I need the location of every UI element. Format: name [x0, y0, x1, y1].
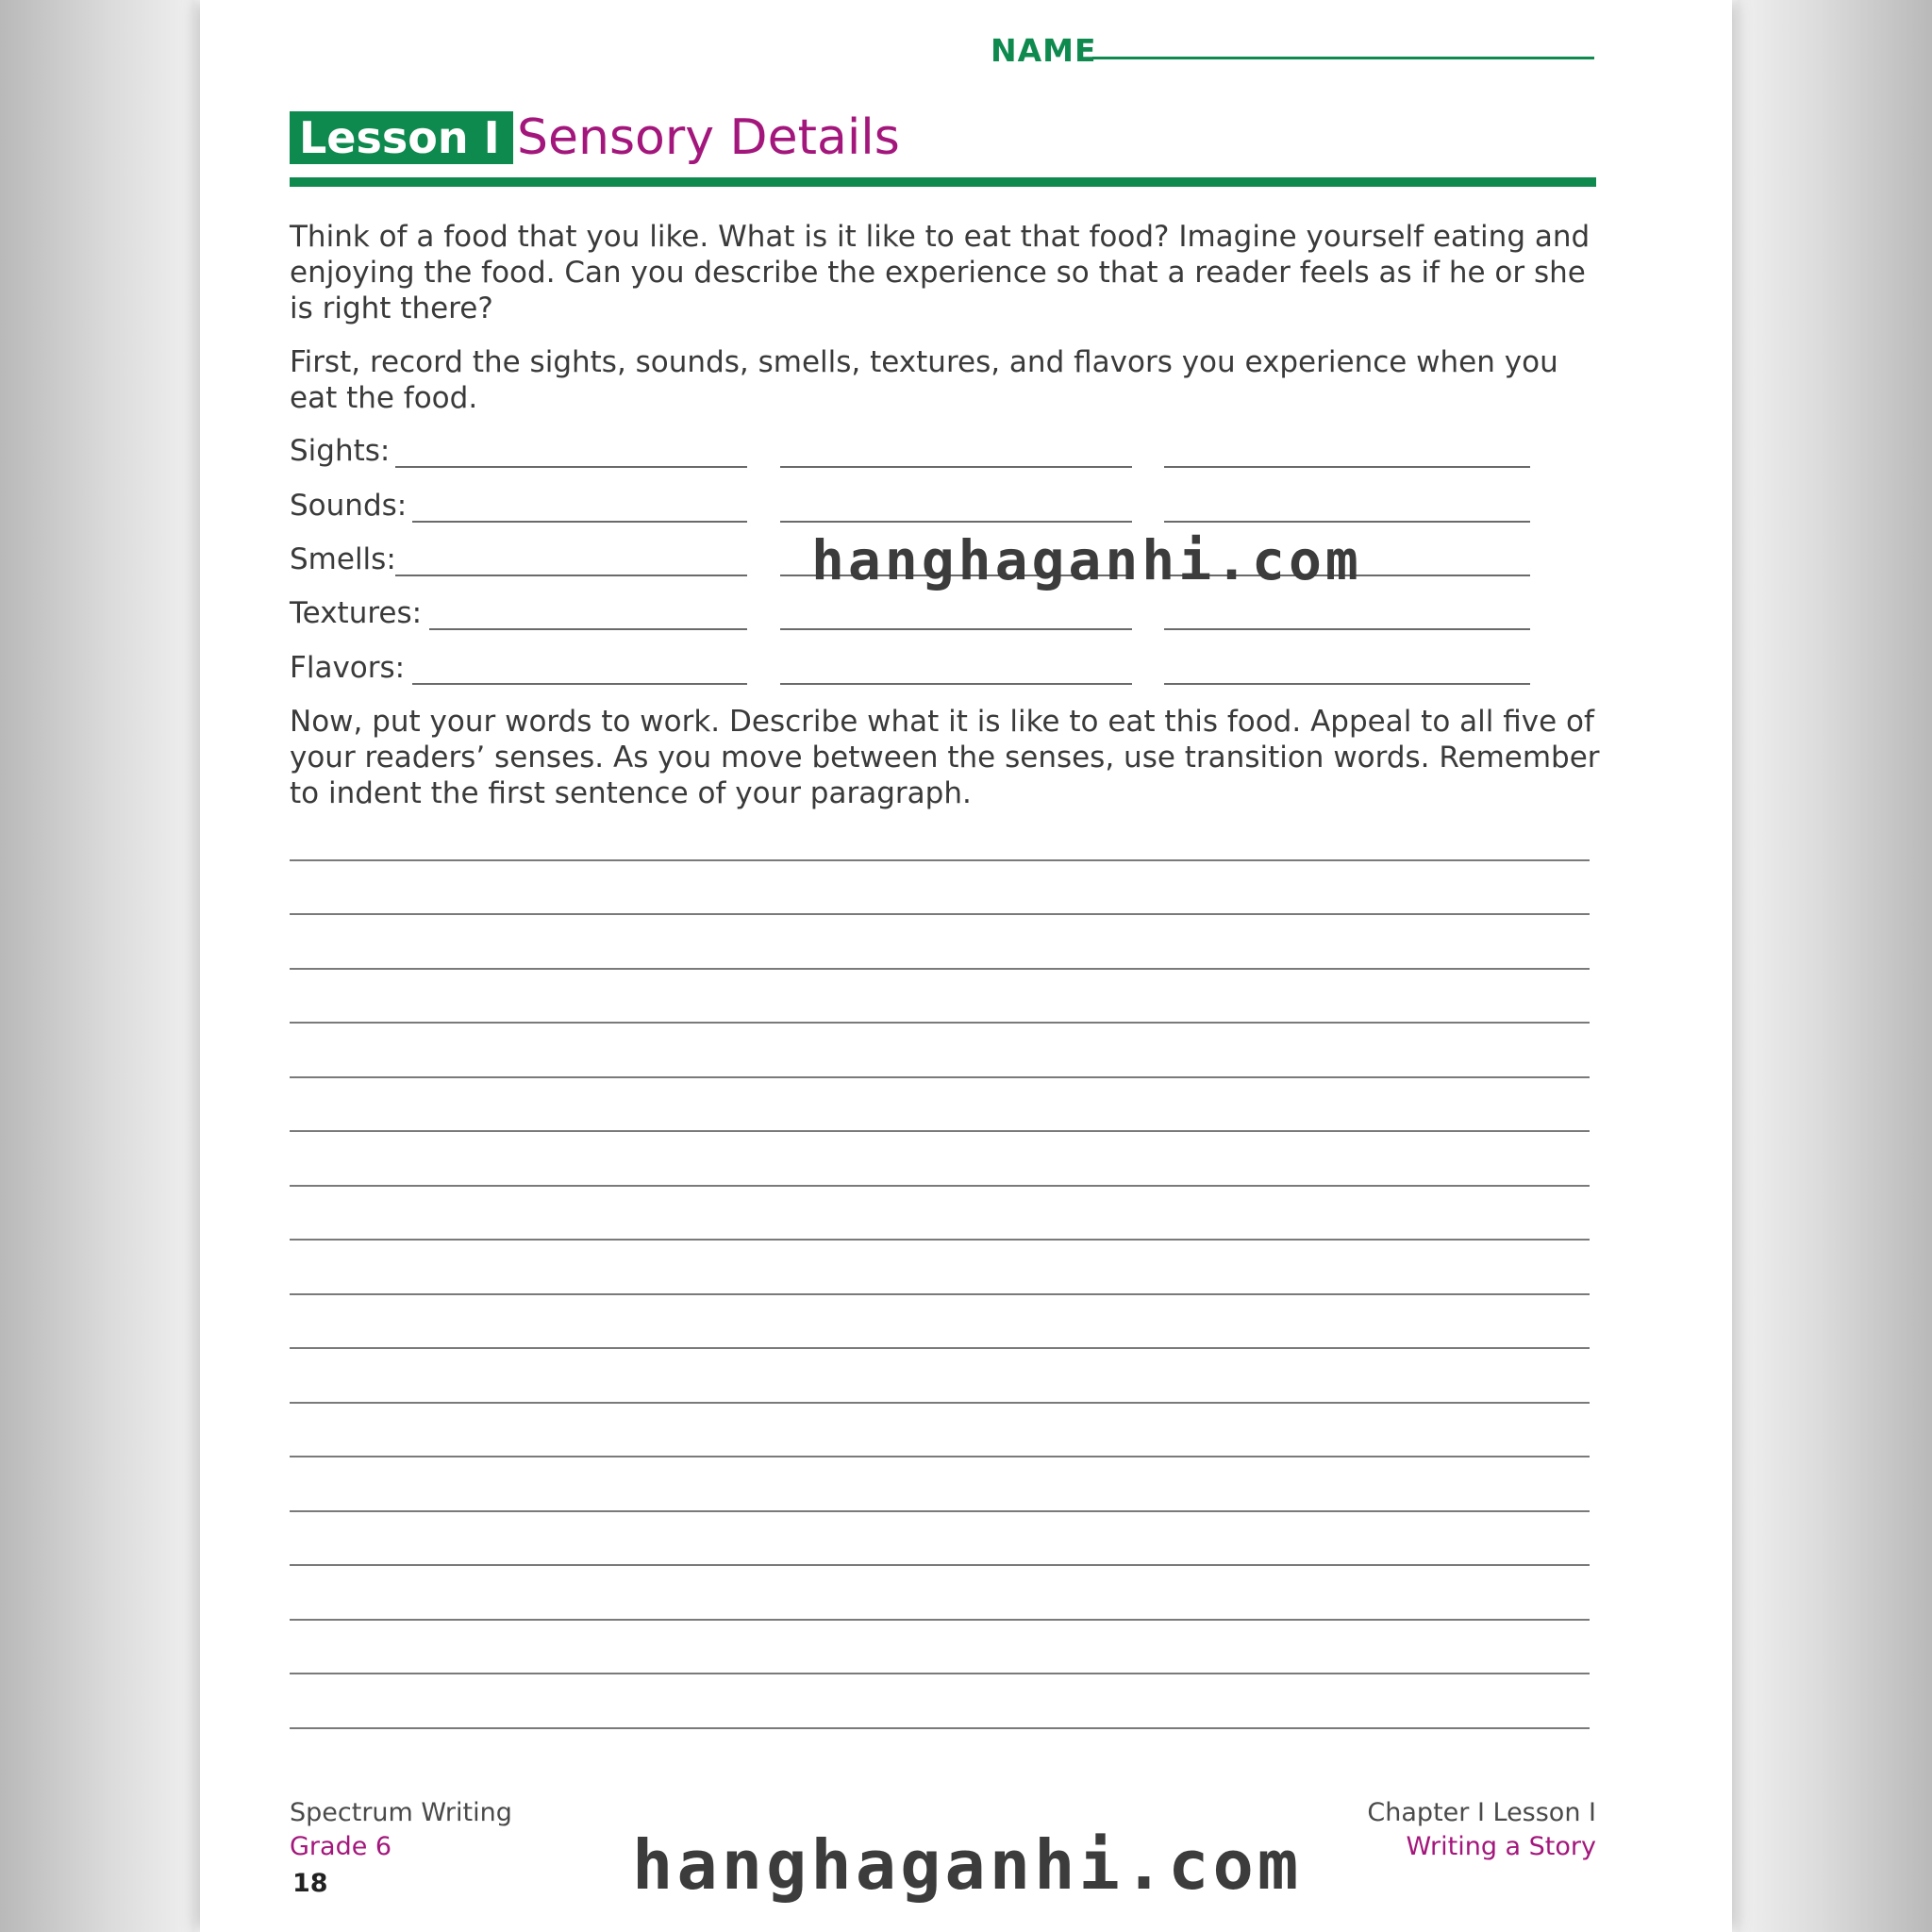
name-label: NAME — [991, 32, 1097, 69]
worksheet-page — [200, 0, 1732, 1932]
footer-page-number: 18 — [292, 1869, 328, 1898]
sounds-blank-1 — [412, 521, 747, 523]
writing-line — [290, 1022, 1590, 1024]
flavors-blank-2 — [780, 683, 1132, 685]
intro-paragraph-2: First, record the sights, sounds, smells, textures, and flavors you experience when you eat the food. — [290, 345, 1558, 415]
watermark-bottom: hanghaganhi.com — [632, 1825, 1303, 1905]
writing-line — [290, 1727, 1590, 1729]
footer-chapter-lesson: Chapter I Lesson I — [1367, 1798, 1596, 1827]
watermark-middle: hanghaganhi.com — [811, 528, 1362, 592]
title-rule — [290, 177, 1596, 187]
textures-blank-2 — [780, 628, 1132, 630]
writing-line — [290, 913, 1590, 915]
writing-line — [290, 968, 1590, 970]
sense-label-sounds: Sounds: — [290, 489, 408, 523]
writing-line — [290, 1673, 1590, 1674]
sense-label-sights: Sights: — [290, 434, 391, 468]
writing-line — [290, 1076, 1590, 1078]
lesson-title: Sensory Details — [517, 109, 900, 166]
sights-blank-1 — [395, 466, 747, 468]
writing-line — [290, 1510, 1590, 1512]
flavors-blank-3 — [1164, 683, 1530, 685]
flavors-blank-1 — [412, 683, 747, 685]
name-write-line — [1092, 57, 1594, 59]
writing-line — [290, 1402, 1590, 1404]
sounds-blank-3 — [1164, 521, 1530, 523]
sense-label-smells: Smells: — [290, 542, 396, 576]
sights-blank-2 — [780, 466, 1132, 468]
writing-line — [290, 1456, 1590, 1457]
textures-blank-3 — [1164, 628, 1530, 630]
intro-paragraph-1: Think of a food that you like. What is it like to eat that food? Imagine yourself eating and enjoying the food. Can you describe the experience so that a reader feels as if he or she is right there? — [290, 220, 1591, 325]
writing-line — [290, 1293, 1590, 1295]
instructions-paragraph: Now, put your words to work. Describe what it is like to eat this food. Appeal to all five of your readers’ senses. As you move between the senses, use transition words. Remember to indent the first sentence of your paragraph. — [290, 705, 1600, 810]
writing-line — [290, 1619, 1590, 1621]
writing-line — [290, 1347, 1590, 1349]
writing-line — [290, 859, 1590, 861]
lesson-badge: Lesson I — [290, 111, 513, 164]
footer-series-title: Spectrum Writing — [290, 1798, 512, 1827]
writing-line — [290, 1239, 1590, 1241]
sense-label-flavors: Flavors: — [290, 651, 406, 685]
writing-line — [290, 1130, 1590, 1132]
smells-blank-1 — [395, 575, 747, 576]
textures-blank-1 — [429, 628, 747, 630]
sounds-blank-2 — [780, 521, 1132, 523]
sense-label-textures: Textures: — [290, 596, 423, 630]
writing-line — [290, 1185, 1590, 1187]
footer-unit-title: Writing a Story — [1406, 1832, 1596, 1861]
writing-line — [290, 1564, 1590, 1566]
footer-grade: Grade 6 — [290, 1832, 392, 1861]
sights-blank-3 — [1164, 466, 1530, 468]
